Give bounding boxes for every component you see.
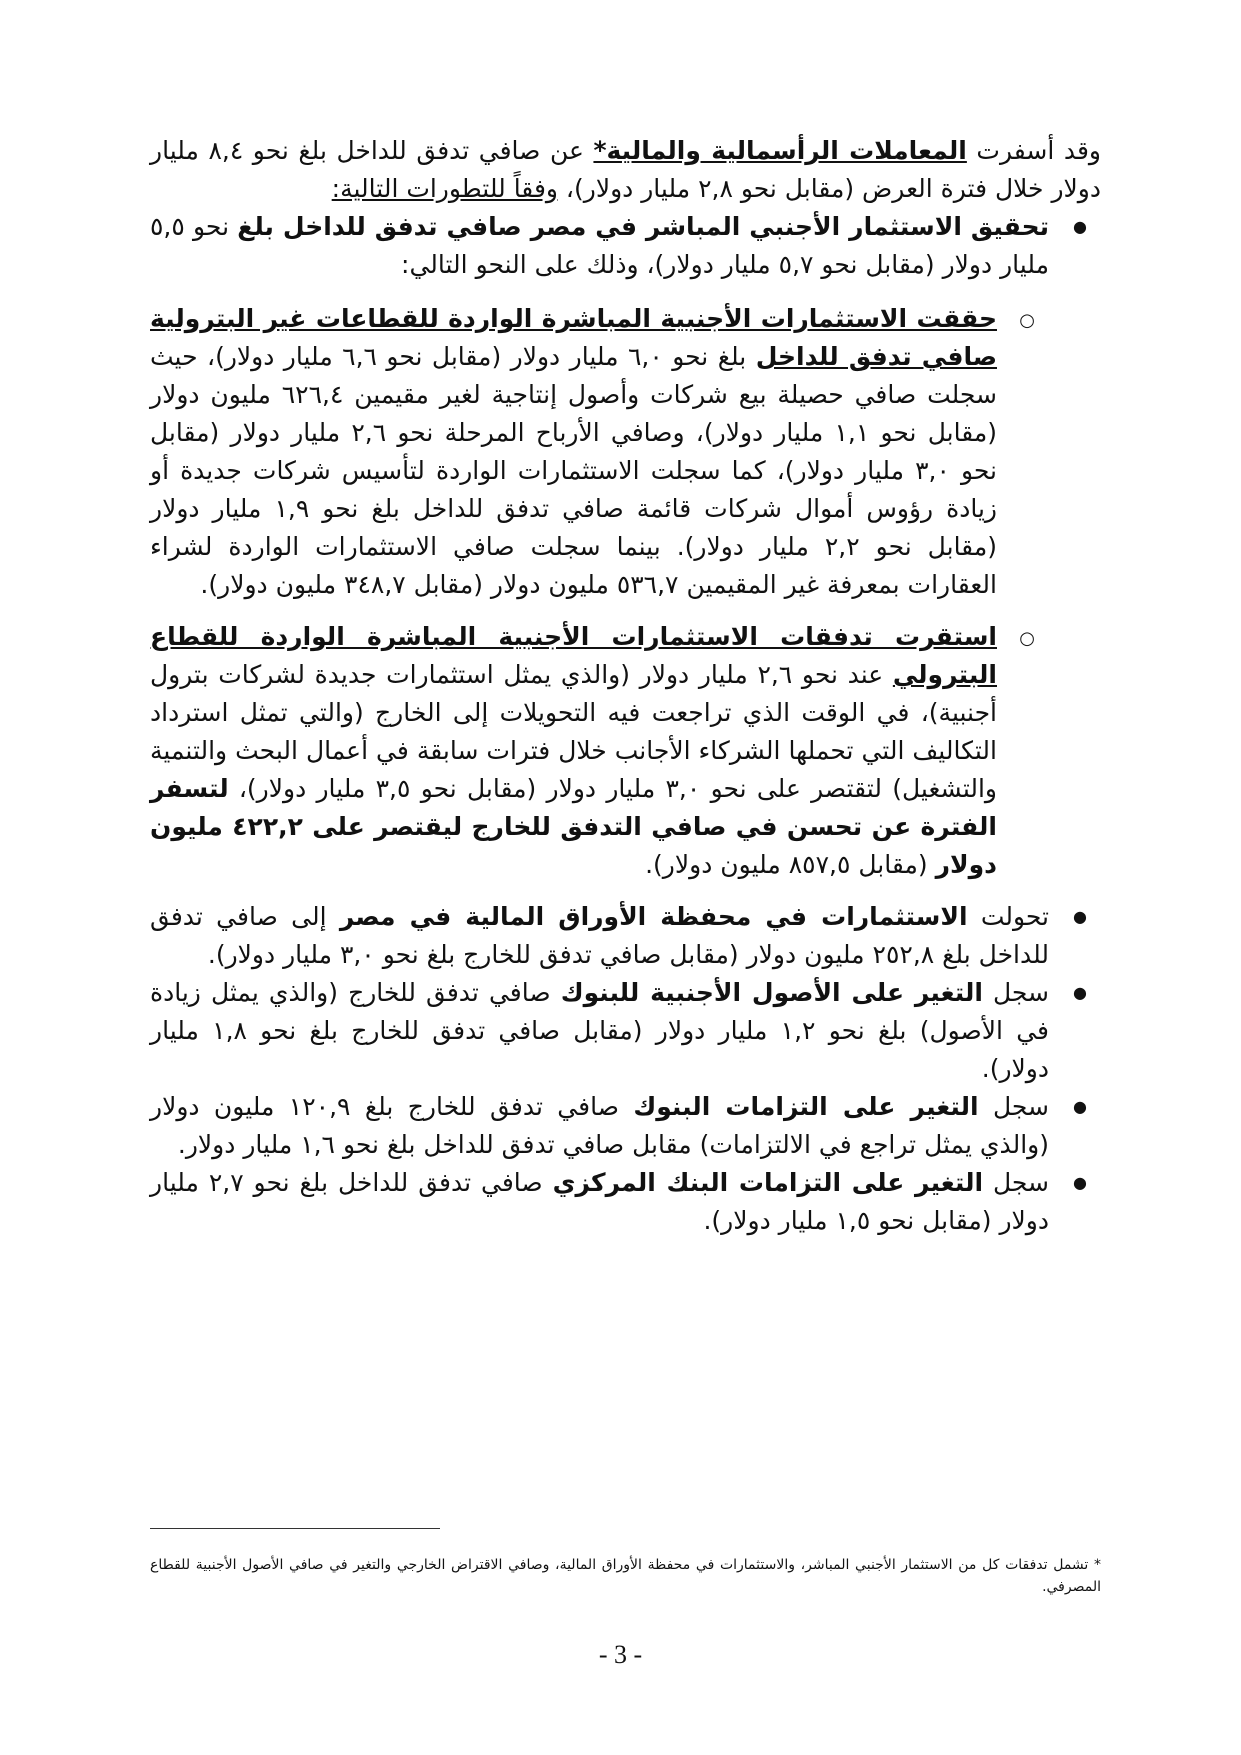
bullet-fdi [150, 208, 1101, 884]
bullet-portfolio [150, 898, 1101, 974]
footnote-divider [150, 1528, 440, 1529]
document-body [150, 132, 1101, 1240]
bullet-portfolio-text: تحولت [967, 902, 1049, 931]
bullet-portfolio-text-2: إلى صافي تدفق للداخل بلغ ٢٥٢,٨ مليون دولار (مقابل صافي تدفق للخارج بلغ نحو ٣,٠ مليار دولار). [150, 902, 1049, 969]
bullet-bank-liabilities-text-2: صافي تدفق للخارج بلغ ١٢٠,٩ مليون دولار (والذي يمثل تراجع في الالتزامات) مقابل صافي تدفق للداخل بلغ نحو ١,٦ مليار دولار. [150, 1092, 1049, 1159]
sub-list [150, 300, 1049, 884]
sub-item-non-petroleum-bold: حققت الاستثمارات الأجنبية المباشرة الواردة للقطاعات غير البترولية صافي تدفق للداخل [150, 304, 997, 371]
sub-item-petroleum-bold-2: لتسفر الفترة عن تحسن في صافي التدفق للخارج ليقتصر على ٤٢٢,٢ مليون دولار [150, 774, 997, 879]
intro-bold-term: المعاملات الرأسمالية والمالية* [593, 136, 967, 165]
intro-text: وقد أسفرت [966, 136, 1101, 165]
bullet-portfolio-bold: الاستثمارات في محفظة الأوراق المالية في مصر [339, 902, 968, 931]
intro-text-2: عن صافي تدفق للداخل بلغ نحو ٨,٤ مليار دولار خلال فترة العرض (مقابل نحو ٢,٨ مليار دولار)، [150, 136, 1101, 203]
bullet-bank-liabilities-text: سجل [978, 1092, 1049, 1121]
sub-item-petroleum-text: عند نحو ٢,٦ مليار دولار (والذي يمثل استثمارات جديدة لشركات بترول أجنبية)، في الوقت الذي تراجعت فيه التحويلات إلى الخارج (والتي تمثل استرداد التكاليف التي تحملها الشركاء الأجانب خلال فترات سابقة في أعمال البحث والتنمية والتشغيل) لتقتصر على نحو ٣,٠ مليار دولار (مقابل نحو ٣,٥ مليار دولار)، [150, 660, 997, 803]
bullet-fdi-bold: تحقيق الاستثمار الأجنبي المباشر في مصر صافي تدفق للداخل بلغ [237, 212, 1050, 241]
sub-item-petroleum-text-2: (مقابل ٨٥٧,٥ مليون دولار). [645, 850, 936, 879]
bullet-bank-liabilities [150, 1088, 1101, 1164]
intro-paragraph [150, 132, 1101, 208]
sub-item-petroleum [150, 618, 1049, 884]
bullet-central-bank-text: سجل [983, 1168, 1049, 1197]
bullet-bank-assets [150, 974, 1101, 1088]
bullet-bank-assets-text-2: صافي تدفق للخارج (والذي يمثل زيادة في الأصول) بلغ نحو ١,٢ مليار دولار (مقابل صافي تدفق للخارج بلغ نحو ١,٨ مليار دولار). [150, 978, 1049, 1083]
footnote: * تشمل تدفقات كل من الاستثمار الأجنبي المباشر، والاستثمارات في محفظة الأوراق المالية، وصافي الاقتراض الخارجي والتغير في صافي الأصول الأجنبية للقطاع المصرفي. [150, 1557, 1101, 1595]
bullet-central-bank [150, 1164, 1101, 1240]
bullet-fdi-text: نحو ٥,٥ مليار دولار (مقابل نحو ٥,٧ مليار دولار)، وذلك على النحو التالي: [150, 212, 1049, 279]
bullet-bank-assets-bold: التغير على الأصول الأجنبية للبنوك [560, 978, 983, 1007]
bullet-bank-liabilities-bold: التغير على التزامات البنوك [633, 1092, 979, 1121]
sub-item-non-petroleum [150, 300, 1049, 604]
bullet-central-bank-bold: التغير على التزامات البنك المركزي [552, 1168, 984, 1197]
intro-underlined: وفقاً للتطورات التالية: [331, 174, 558, 203]
sub-item-non-petroleum-text: بلغ نحو ٦,٠ مليار دولار (مقابل نحو ٦,٦ مليار دولار)، حيث سجلت صافي حصيلة بيع شركات وأصول إنتاجية لغير مقيمين ٦٢٦,٤ مليون دولار (مقابل نحو ١,١ مليار دولار)، وصافي الأرباح المرحلة نحو ٢,٦ مليار دولار (مقابل نحو ٣,٠ مليار دولار)، كما سجلت الاستثمارات الواردة لتأسيس شركات جديدة أو زيادة رؤوس أموال شركات قائمة صافي تدفق للداخل بلغ نحو ١,٩ مليار دولار (مقابل نحو ٢,٢ مليار دولار). بينما سجلت صافي الاستثمارات الواردة لشراء العقارات بمعرفة غير المقيمين ٥٣٦,٧ مليون دولار (مقابل ٣٤٨,٧ مليون دولار). [150, 342, 997, 599]
bullet-bank-assets-text: سجل [982, 978, 1050, 1007]
bullet-list [150, 208, 1101, 1240]
bullet-central-bank-text-2: صافي تدفق للداخل بلغ نحو ٢,٧ مليار دولار (مقابل نحو ١,٥ مليار دولار). [150, 1168, 1049, 1235]
sub-item-petroleum-bold: استقرت تدفقات الاستثمارات الأجنبية المباشرة الواردة للقطاع البترولي [150, 622, 997, 689]
page-number: - 3 - [598, 1640, 643, 1669]
